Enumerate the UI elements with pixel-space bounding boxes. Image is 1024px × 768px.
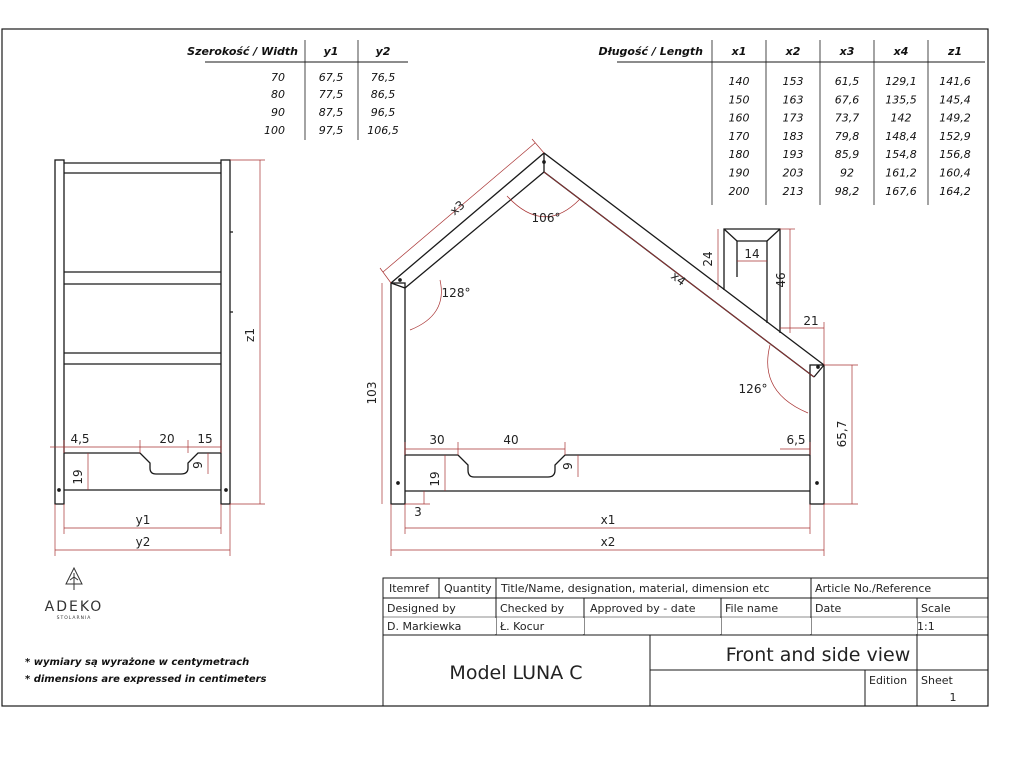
length-cell: 183 xyxy=(782,129,804,143)
length-table-header-5: z1 xyxy=(947,45,963,58)
dim-y2: y2 xyxy=(135,535,151,549)
length-cell: 142 xyxy=(890,111,912,125)
length-cell: 149,2 xyxy=(939,111,971,125)
width-cell: 80 xyxy=(271,88,285,101)
tb-model: Model LUNA C xyxy=(449,662,583,684)
width-cell: 86,5 xyxy=(370,88,396,101)
dim-19: 19 xyxy=(428,471,442,487)
length-table-header-4: x4 xyxy=(893,45,909,58)
length-cell: 173 xyxy=(782,111,804,125)
dim-x4: x4 xyxy=(668,268,689,289)
length-cell: 160 xyxy=(728,111,750,125)
tb-checked-by-label: Checked by xyxy=(500,602,565,615)
tb-approved-by: Approved by - date xyxy=(590,602,696,615)
width-cell: 106,5 xyxy=(367,124,399,137)
adeko-logo xyxy=(45,568,104,621)
side-view-dimensions xyxy=(50,160,265,556)
length-table-header-0: Długość / Length xyxy=(598,45,703,58)
dim-y1: y1 xyxy=(135,513,151,527)
length-cell: 73,7 xyxy=(834,111,860,125)
tb-date: Date xyxy=(815,602,842,615)
width-table xyxy=(187,40,408,140)
length-cell: 163 xyxy=(782,93,804,107)
width-cell: 90 xyxy=(271,106,285,119)
length-cell: 152,9 xyxy=(939,129,971,143)
length-cell: 61,5 xyxy=(834,75,860,88)
tb-checked-by: Ł. Kocur xyxy=(500,620,545,633)
dim-3: 3 xyxy=(414,505,422,519)
width-cell: 97,5 xyxy=(318,124,344,137)
width-table-header-0: Szerokość / Width xyxy=(187,45,298,58)
length-cell: 148,4 xyxy=(885,129,917,143)
dim-9: 9 xyxy=(191,461,205,469)
tb-file-name: File name xyxy=(725,602,779,615)
length-cell: 161,2 xyxy=(885,166,917,180)
dim-x2: x2 xyxy=(600,535,616,549)
front-view-labels xyxy=(365,198,849,549)
length-cell: 141,6 xyxy=(939,75,971,88)
dim-65-7: 65,7 xyxy=(835,420,849,448)
length-cell: 170 xyxy=(728,129,750,143)
length-cell: 153 xyxy=(782,75,804,88)
length-cell: 135,5 xyxy=(885,93,917,107)
width-table-header-2: y2 xyxy=(375,45,391,58)
dim-30: 30 xyxy=(429,433,445,447)
dim-15: 15 xyxy=(197,432,213,446)
tb-sheet: 1 xyxy=(949,691,957,704)
dim-6-5: 6,5 xyxy=(786,433,806,447)
length-cell: 150 xyxy=(728,93,750,107)
tb-quantity: Quantity xyxy=(444,582,492,595)
length-cell: 140 xyxy=(728,75,750,88)
dim-24: 24 xyxy=(701,251,715,267)
tb-designed-by: D. Markiewka xyxy=(387,620,462,633)
length-cell: 180 xyxy=(728,148,750,162)
note-english: * dimensions are expressed in centimeters xyxy=(25,674,267,685)
tb-itemref: Itemref xyxy=(389,582,429,595)
width-table-header-1: y1 xyxy=(323,45,339,58)
length-cell: 164,2 xyxy=(939,184,971,198)
width-cell: 77,5 xyxy=(318,88,344,101)
front-view-dimensions xyxy=(380,139,858,556)
length-cell: 85,9 xyxy=(834,148,860,162)
dim-9: 9 xyxy=(561,462,575,470)
width-cell: 67,5 xyxy=(318,71,344,84)
width-cell: 87,5 xyxy=(318,106,344,119)
tb-article: Article No./Reference xyxy=(815,582,932,595)
length-table-header-2: x2 xyxy=(785,45,801,58)
width-cell: 100 xyxy=(264,124,285,137)
dim-angle-128: 128° xyxy=(441,286,471,300)
dim-103: 103 xyxy=(365,381,379,405)
dim-14: 14 xyxy=(744,247,760,261)
side-view-labels xyxy=(70,328,257,549)
dim-z1: z1 xyxy=(243,328,257,342)
length-cell: 79,8 xyxy=(834,129,860,143)
dim-21: 21 xyxy=(803,314,819,328)
dim-4-5: 4,5 xyxy=(70,432,90,446)
dim-angle-126: 126° xyxy=(738,382,768,396)
dim-x1: x1 xyxy=(600,513,616,527)
length-cell: 67,6 xyxy=(834,93,860,107)
tb-title-desc: Title/Name, designation, material, dimension etc xyxy=(501,582,770,595)
tb-view-title: Front and side view xyxy=(725,644,911,666)
dim-angle-106: 106° xyxy=(531,211,561,225)
note-polish: * wymiary są wyrażone w centymetrach xyxy=(25,657,250,668)
dim-x3: x3 xyxy=(447,197,468,219)
length-cell: 154,8 xyxy=(885,148,917,162)
dim-20: 20 xyxy=(159,432,175,446)
tb-scale: 1:1 xyxy=(917,620,935,633)
length-cell: 160,4 xyxy=(939,166,971,180)
length-table-header-3: x3 xyxy=(839,45,855,58)
tb-edition: Edition xyxy=(869,674,908,687)
length-cell: 92 xyxy=(840,166,854,180)
length-cell: 193 xyxy=(782,148,804,162)
tb-scale-label: Scale xyxy=(921,602,951,615)
dim-19: 19 xyxy=(71,469,85,485)
length-cell: 98,2 xyxy=(834,184,860,198)
width-cell: 76,5 xyxy=(370,71,396,84)
length-cell: 145,4 xyxy=(939,93,971,107)
length-cell: 213 xyxy=(782,184,804,198)
tb-sheet-label: Sheet xyxy=(921,674,953,687)
dim-40: 40 xyxy=(503,433,519,447)
length-cell: 129,1 xyxy=(885,75,917,88)
length-cell: 203 xyxy=(782,166,804,180)
length-table-header-1: x1 xyxy=(731,45,747,58)
tree-icon xyxy=(66,568,82,590)
side-view xyxy=(55,160,233,504)
length-cell: 190 xyxy=(728,166,750,180)
length-cell: 167,6 xyxy=(885,184,917,198)
width-cell: 70 xyxy=(271,71,285,84)
dim-46: 46 xyxy=(774,272,788,288)
width-cell: 96,5 xyxy=(370,106,396,119)
logo-subtitle: STOLARNIA xyxy=(56,616,92,621)
logo-name: ADEKO xyxy=(44,599,104,615)
title-block-text xyxy=(387,582,957,704)
length-cell: 200 xyxy=(728,184,750,198)
length-cell: 156,8 xyxy=(939,148,971,162)
tb-designed-by-label: Designed by xyxy=(387,602,456,615)
